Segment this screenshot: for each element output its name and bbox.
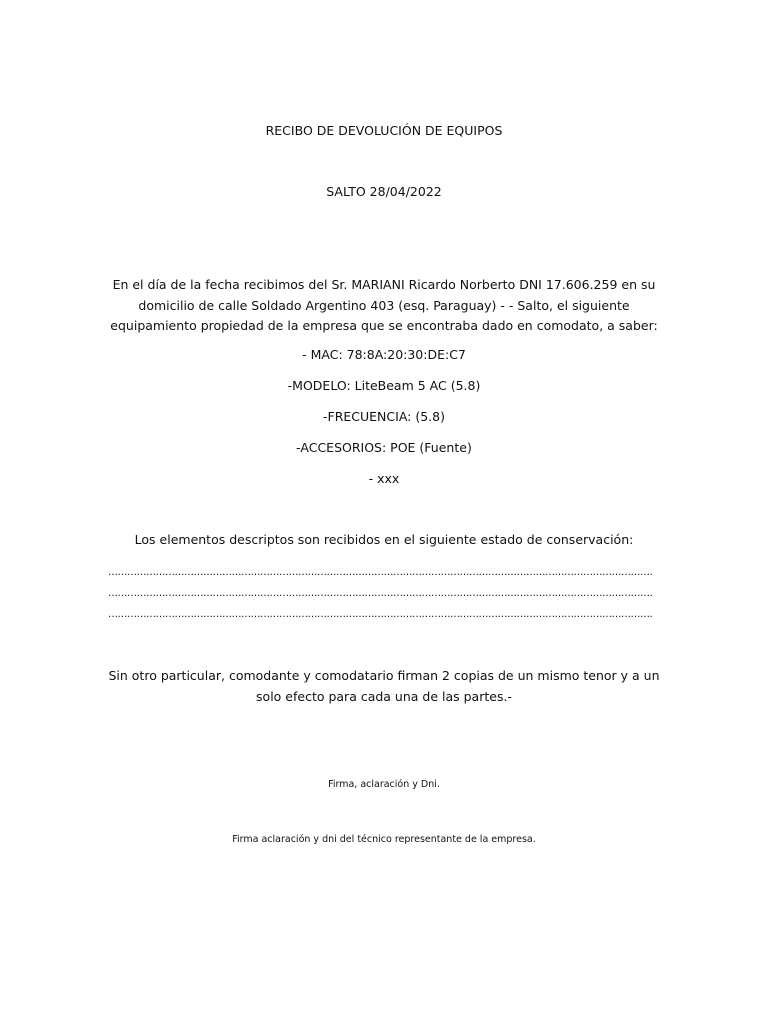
condition-dotted-line: ………………………………………………………………………………………………………………………………………………………. — [108, 567, 653, 578]
equipment-frequency: -FRECUENCIA: (5.8) — [323, 409, 445, 424]
technician-signature-label: Firma aclaración y dni del técnico representante de la empresa. — [232, 834, 536, 845]
condition-label: Los elementos descriptos son recibidos en el siguiente estado de conservación: — [134, 532, 634, 547]
equipment-model: -MODELO: LiteBeam 5 AC (5.8) — [287, 378, 481, 393]
document-title: RECIBO DE DEVOLUCIÓN DE EQUIPOS — [265, 123, 503, 138]
closing-paragraph — [60, 665, 708, 707]
intro-line: equipamiento propiedad de la empresa que se encontraba dado en comodato, a saber: — [110, 318, 658, 333]
client-signature-label: Firma, aclaración y Dni. — [328, 779, 440, 790]
equipment-mac: - MAC: 78:8A:20:30:DE:C7 — [302, 347, 466, 362]
closing-line: solo efecto para cada una de las partes.- — [256, 689, 512, 704]
intro-line: domicilio de calle Soldado Argentino 403 (esq. Paraguay) - - Salto, el siguiente — [138, 297, 630, 313]
equipment-other: - xxx — [368, 471, 400, 486]
place-date: SALTO 28/04/2022 — [326, 184, 442, 199]
equipment-accessories: -ACCESORIOS: POE (Fuente) — [296, 440, 472, 455]
condition-dotted-line: ………………………………………………………………………………………………………………………………………………………. — [108, 588, 653, 599]
intro-paragraph — [60, 275, 708, 337]
closing-line: Sin otro particular, comodante y comodatario firman 2 copias de un mismo tenor y a un — [108, 668, 660, 683]
intro-line: En el día de la fecha recibimos del Sr. MARIANI Ricardo Norberto DNI 17.606.259 en su — [112, 277, 656, 292]
condition-dotted-line: ………………………………………………………………………………………………………………………………………………………. — [108, 609, 653, 620]
